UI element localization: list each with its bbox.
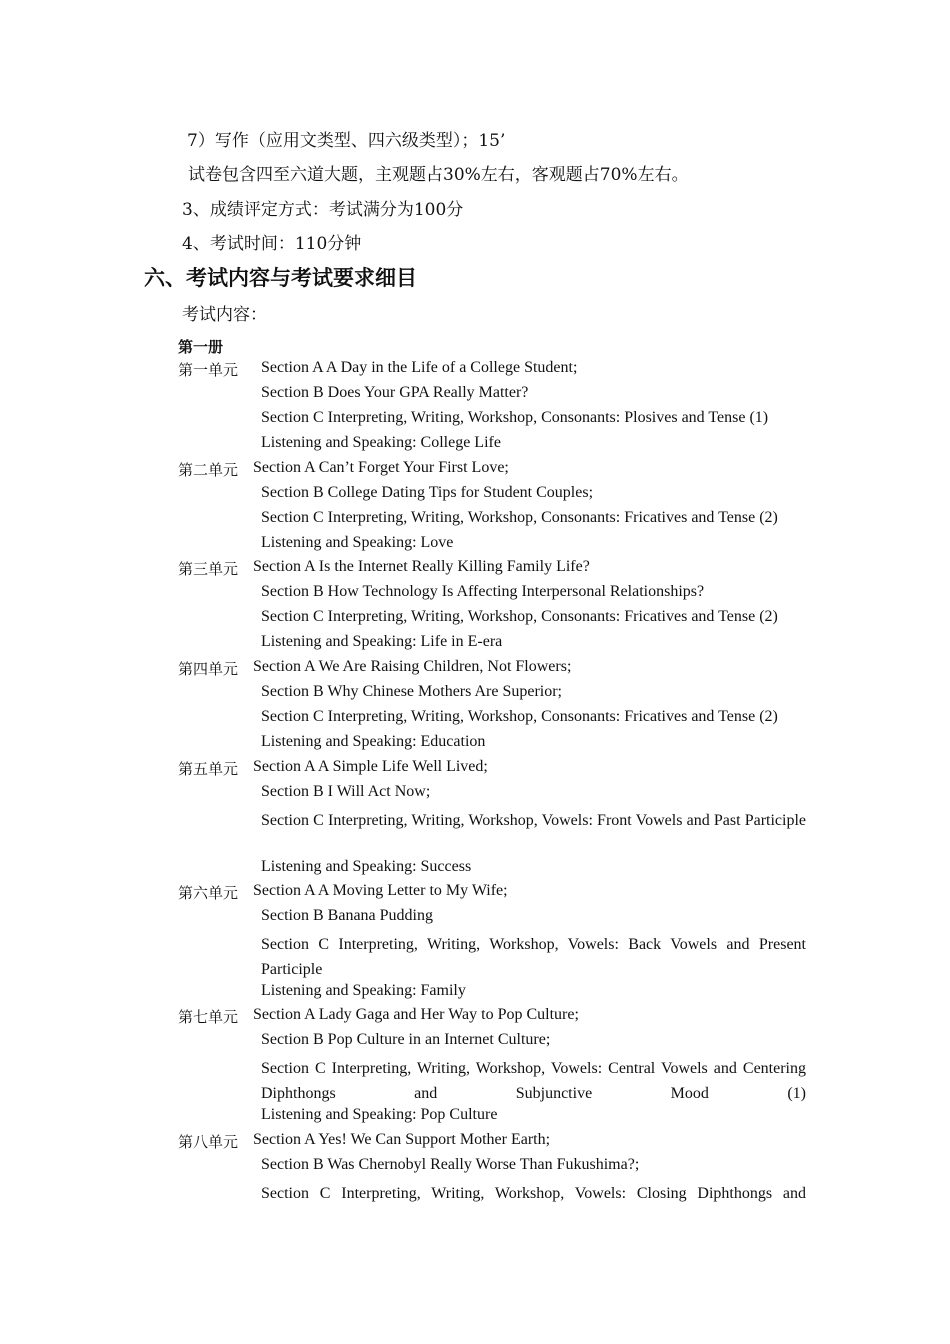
unit-section-item: Listening and Speaking: Pop Culture [261,1106,498,1123]
unit-label: 第一单元 [178,361,239,379]
unit-section-item: Section B How Technology Is Affecting Interpersonal Relationships? [261,583,705,600]
unit-section-item: Section A Is the Internet Really Killing Family Life? [253,558,590,575]
unit-section-item: Listening and Speaking: College Life [261,434,501,451]
unit-label: 第六单元 [178,884,239,902]
unit-section-item: Section B I Will Act Now; [261,783,431,800]
unit-section-item: Section A A Moving Letter to My Wife; [253,882,508,899]
unit-section-item: Section C Interpreting, Writing, Workshop, Consonants: Fricatives and Tense (2) [261,509,778,526]
unit-section-item: Section B Was Chernobyl Really Worse Than Fukushima?; [261,1156,640,1173]
unit-section-item: Section A We Are Raising Children, Not Flowers; [253,658,572,675]
unit-section-item: Section C Interpreting, Writing, Workshop, Vowels: Central Vowels and Centering Diphthongs and Subjunctive Mood (1) [261,1060,806,1102]
unit-label: 第三单元 [178,560,239,578]
unit-section-item: Section C Interpreting, Writing, Workshop, Vowels: Back Vowels and Present Participle [261,936,806,978]
unit-section-item: Listening and Speaking: Love [261,534,454,551]
unit-section-item: Section A Lady Gaga and Her Way to Pop Culture; [253,1006,579,1023]
unit-section-item: Listening and Speaking: Success [261,858,472,875]
grading-method-line: 3、成绩评定方式：考试满分为100分 [182,200,464,220]
book-title: 第一册 [178,338,224,356]
unit-label: 第八单元 [178,1133,239,1151]
unit-section-item: Section B College Dating Tips for Student Couples; [261,484,594,501]
unit-section-item: Section C Interpreting, Writing, Workshop, Vowels: Front Vowels and Past Participle [261,812,806,829]
exam-structure-line: 试卷包含四至六道大题，主观题占30%左右，客观题占70%左右。 [188,165,689,185]
unit-section-item: Section B Pop Culture in an Internet Culture; [261,1031,551,1048]
unit-section-item: Section C Interpreting, Writing, Workshop, Consonants: Plosives and Tense (1) [261,409,769,426]
section-heading: 六、考试内容与考试要求细目 [144,265,417,290]
writing-item-line: 7）写作（应用文类型、四六级类型）；15’ [187,131,506,151]
exam-time-line: 4、考试时间：110分钟 [182,234,362,254]
unit-label: 第二单元 [178,461,239,479]
unit-section-item: Section A A Simple Life Well Lived; [253,758,488,775]
unit-section-item: Section A A Day in the Life of a College Student; [261,359,578,376]
unit-label: 第四单元 [178,660,239,678]
unit-section-item: Section A Can’t Forget Your First Love; [253,459,509,476]
unit-section-item: Section B Does Your GPA Really Matter? [261,384,529,401]
unit-section-item: Listening and Speaking: Life in E-era [261,633,503,650]
unit-section-item: Listening and Speaking: Education [261,733,486,750]
unit-section-item: Section C Interpreting, Writing, Workshop, Consonants: Fricatives and Tense (2) [261,708,778,725]
unit-section-item: Section C Interpreting, Writing, Workshop, Vowels: Closing Diphthongs and [261,1185,806,1202]
unit-section-item: Listening and Speaking: Family [261,982,466,999]
unit-section-item: Section A Yes! We Can Support Mother Earth; [253,1131,551,1148]
unit-section-item: Section B Banana Pudding [261,907,433,924]
unit-label: 第五单元 [178,760,239,778]
unit-label: 第七单元 [178,1008,239,1026]
unit-section-item: Section B Why Chinese Mothers Are Superior; [261,683,562,700]
unit-section-item: Section C Interpreting, Writing, Workshop, Consonants: Fricatives and Tense (2) [261,608,778,625]
exam-content-label: 考试内容： [182,305,267,325]
